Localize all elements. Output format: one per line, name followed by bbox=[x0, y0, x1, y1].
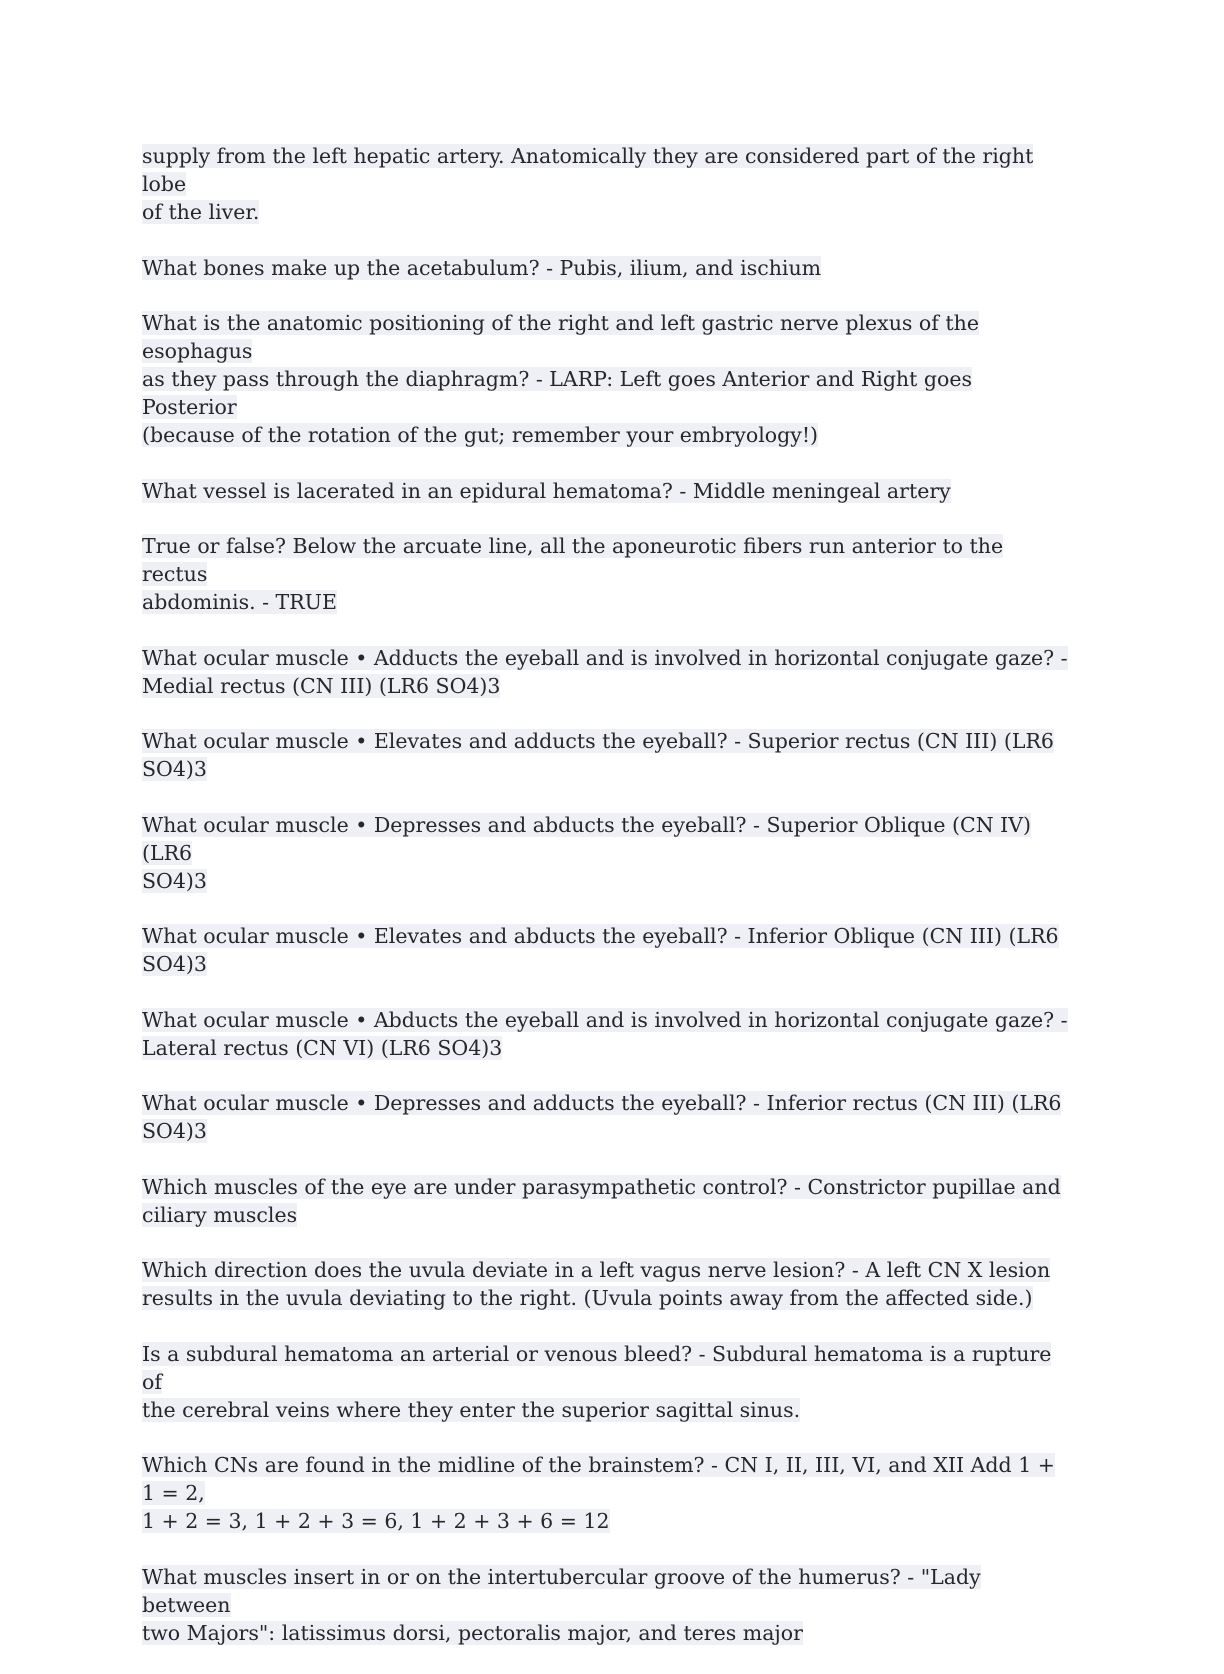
qa-text: What ocular muscle • Depresses and adducts the eyeball? - Inferior rectus (CN III) (LR6 SO4)3 bbox=[142, 1091, 1062, 1143]
qa-epidural-hematoma bbox=[142, 477, 1072, 505]
qa-arcuate-line bbox=[142, 532, 1072, 616]
qa-text: What is the anatomic positioning of the right and left gastric nerve plexus of the esophagus as they pass through the diaphragm? - LARP: Left goes Anterior and Right goes Posterior (because of the rotation of the gut; remember your embryology!) bbox=[142, 311, 979, 447]
qa-medial-rectus bbox=[142, 644, 1072, 700]
qa-text: Which CNs are found in the midline of the brainstem? - CN I, II, III, VI, and XII Add 1 + 1 = 2, 1 + 2 = 3, 1 + 2 + 3 = 6, 1 + 2 + 3 + 6 = 12 bbox=[142, 1453, 1055, 1533]
qa-text: Which muscles of the eye are under parasympathetic control? - Constrictor pupillae and ciliary muscles bbox=[142, 1174, 1061, 1227]
qa-midline-cranial-nerves bbox=[142, 1451, 1072, 1535]
qa-gastric-nerve-plexus bbox=[142, 309, 1072, 449]
qa-superior-oblique bbox=[142, 811, 1072, 895]
qa-text: True or false? Below the arcuate line, all the aponeurotic fibers run anterior to the rectus abdominis. - TRUE bbox=[142, 534, 1004, 614]
qa-uvula-deviation bbox=[142, 1256, 1072, 1312]
qa-text: What ocular muscle • Elevates and abducts the eyeball? - Inferior Oblique (CN III) (LR6 SO4)3 bbox=[142, 924, 1059, 976]
qa-superior-rectus bbox=[142, 727, 1072, 783]
qa-parasympathetic-eye bbox=[142, 1173, 1072, 1229]
qa-lateral-rectus bbox=[142, 1006, 1072, 1062]
qa-subdural-hematoma bbox=[142, 1340, 1072, 1424]
qa-text: Which direction does the uvula deviate in a left vagus nerve lesion? - A left CN X lesion results in the uvula deviating to the right. (Uvula points away from the affected side.) bbox=[142, 1258, 1051, 1310]
qa-text: What muscles insert in or on the intertubercular groove of the humerus? - "Lady between two Majors": latissimus dorsi, pectoralis major, and teres major bbox=[142, 1564, 981, 1645]
qa-text: What ocular muscle • Elevates and adducts the eyeball? - Superior rectus (CN III) (LR6 SO4)3 bbox=[142, 729, 1054, 781]
qa-text: What ocular muscle • Adducts the eyeball and is involved in horizontal conjugate gaze? - Medial rectus (CN III) (LR6 SO4)3 bbox=[142, 645, 1068, 698]
qa-acetabulum bbox=[142, 254, 1072, 282]
paragraph-liver-blood-supply bbox=[142, 142, 1072, 226]
paragraph-text: supply from the left hepatic artery. Anatomically they are considered part of the right lobe of the liver. bbox=[142, 144, 1034, 224]
qa-text: What vessel is lacerated in an epidural hematoma? - Middle meningeal artery bbox=[142, 478, 951, 503]
qa-inferior-oblique bbox=[142, 922, 1072, 978]
qa-text: What ocular muscle • Depresses and abducts the eyeball? - Superior Oblique (CN IV) (LR6 SO4)3 bbox=[142, 812, 1032, 893]
qa-inferior-rectus bbox=[142, 1089, 1072, 1145]
qa-intertubercular-groove bbox=[142, 1563, 1072, 1647]
document-page bbox=[142, 142, 1072, 1674]
qa-text: Is a subdural hematoma an arterial or venous bleed? - Subdural hematoma is a rupture of the cerebral veins where they enter the superior sagittal sinus. bbox=[142, 1341, 1052, 1422]
qa-text: What bones make up the acetabulum? - Pubis, ilium, and ischium bbox=[142, 255, 822, 280]
qa-text: What ocular muscle • Abducts the eyeball and is involved in horizontal conjugate gaze? - Lateral rectus (CN VI) (LR6 SO4)3 bbox=[142, 1007, 1068, 1060]
